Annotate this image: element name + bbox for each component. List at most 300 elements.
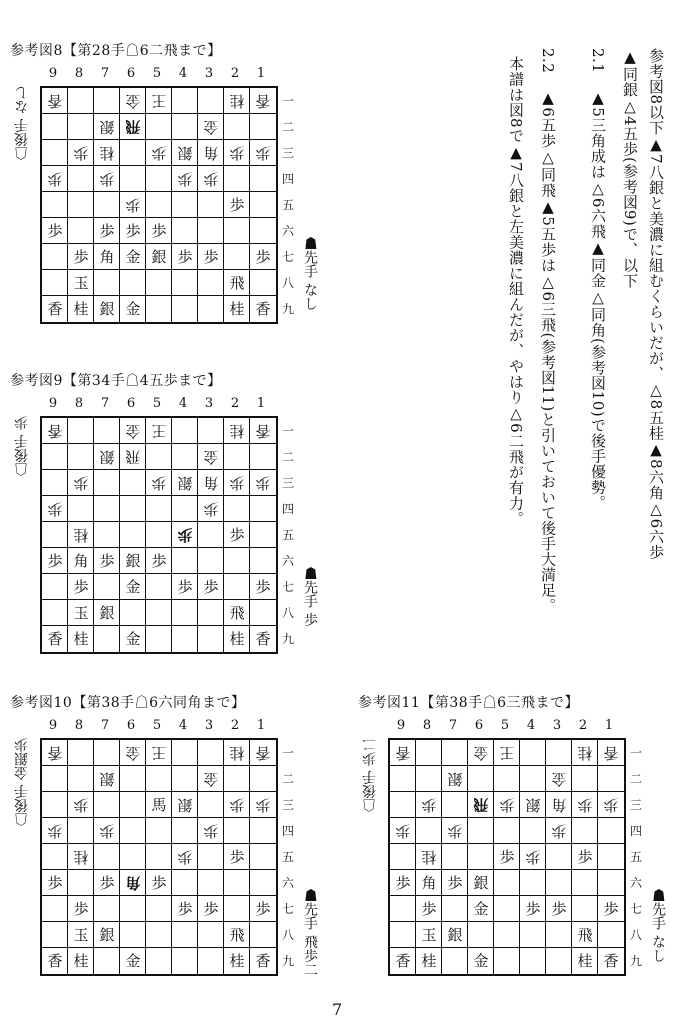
board-square	[250, 870, 276, 896]
column-label: 2	[230, 396, 240, 411]
board-square	[416, 818, 442, 844]
board-square	[146, 166, 172, 192]
board-square	[94, 270, 120, 296]
board-square	[572, 818, 598, 844]
board-square	[94, 418, 120, 444]
shogi-piece: 銀	[177, 144, 193, 162]
board-square	[94, 792, 120, 818]
board-square	[572, 766, 598, 792]
board-square	[146, 818, 172, 844]
row-label: 四	[281, 172, 294, 186]
shogi-piece: 桂	[229, 744, 245, 762]
row-label: 九	[281, 632, 294, 646]
shogi-piece: 銀	[99, 770, 115, 788]
shogi-piece: 飛	[473, 796, 489, 814]
row-label: 四	[281, 502, 294, 516]
shogi-piece: 桂	[229, 92, 245, 110]
board-square	[494, 766, 520, 792]
diagram-caption: 参考図8【第28手☖6二飛まで】	[10, 43, 222, 59]
row-label: 三	[629, 798, 642, 812]
board-square	[224, 114, 250, 140]
shogi-piece: 歩	[73, 474, 89, 492]
shogi-piece: 飛	[229, 274, 245, 292]
board-square	[94, 740, 120, 766]
board-square	[120, 844, 146, 870]
board-square	[598, 922, 624, 948]
column-label: 5	[152, 718, 162, 733]
shogi-piece: 歩	[99, 822, 115, 840]
shogi-piece: 桂	[73, 848, 89, 866]
column-label: 4	[526, 718, 536, 733]
shogi-piece: 銀	[447, 770, 463, 788]
shogi-piece: 銀	[99, 448, 115, 466]
shogi-piece: 香	[603, 744, 619, 762]
board-square	[250, 766, 276, 792]
board-square	[250, 818, 276, 844]
gote-hand: ☖後手 なし	[14, 86, 30, 161]
shogi-piece: 香	[255, 422, 271, 440]
column-label: 8	[74, 718, 84, 733]
row-label: 一	[629, 746, 642, 760]
board-square	[468, 818, 494, 844]
shogi-piece: 歩	[255, 796, 271, 814]
board-square	[468, 922, 494, 948]
board-square	[120, 818, 146, 844]
shogi-piece: 飛	[577, 926, 593, 944]
board-square	[42, 766, 68, 792]
row-label: 五	[629, 850, 642, 864]
row-label: 七	[281, 250, 294, 264]
board-square	[94, 192, 120, 218]
board-square	[572, 870, 598, 896]
shogi-piece: 歩	[577, 796, 593, 814]
shogi-piece: 歩	[151, 474, 167, 492]
board-square	[94, 948, 120, 974]
shogi-piece: 歩	[499, 848, 515, 866]
board-square	[598, 844, 624, 870]
shogi-piece: 金	[125, 248, 141, 266]
page-number: 7	[332, 1000, 343, 1019]
shogi-piece: 銀	[447, 926, 463, 944]
shogi-piece: 歩	[151, 552, 167, 570]
board-square	[198, 296, 224, 322]
shogi-piece: 角	[203, 474, 219, 492]
shogi-piece: 歩	[229, 848, 245, 866]
shogi-piece: 銀	[177, 474, 193, 492]
board-square	[250, 166, 276, 192]
board-square	[146, 922, 172, 948]
column-label: 2	[230, 718, 240, 733]
row-label: 八	[629, 928, 642, 942]
board-square	[494, 896, 520, 922]
column-label: 3	[204, 396, 214, 411]
shogi-piece: 歩	[177, 170, 193, 188]
shogi-piece: 銀	[99, 300, 115, 318]
column-label: 8	[74, 66, 84, 81]
board-square	[42, 922, 68, 948]
shogi-piece: 歩	[99, 222, 115, 240]
board-square	[146, 296, 172, 322]
board-square	[68, 496, 94, 522]
board-square	[546, 870, 572, 896]
shogi-piece: 香	[47, 422, 63, 440]
board-square	[120, 522, 146, 548]
shogi-piece: 香	[47, 630, 63, 648]
column-label: 1	[256, 718, 266, 733]
column-label: 9	[48, 718, 58, 733]
shogi-piece: 銀	[473, 874, 489, 892]
board-square	[416, 740, 442, 766]
row-label: 四	[629, 824, 642, 838]
shogi-piece: 飛	[229, 604, 245, 622]
gote-hand: ☖後手 歩二	[362, 738, 378, 813]
board-square	[94, 896, 120, 922]
board-square	[224, 244, 250, 270]
board-square	[198, 740, 224, 766]
board-square	[68, 740, 94, 766]
shogi-piece: 歩	[177, 526, 193, 544]
board-square	[146, 766, 172, 792]
sente-hand: ☗先手 歩	[302, 566, 318, 627]
board-square	[224, 218, 250, 244]
board-square	[146, 574, 172, 600]
shogi-piece: 角	[203, 144, 219, 162]
shogi-piece: 歩	[525, 900, 541, 918]
shogi-piece: 銀	[525, 796, 541, 814]
shogi-piece: 金	[125, 300, 141, 318]
column-label: 6	[126, 66, 136, 81]
shogi-piece: 歩	[229, 196, 245, 214]
shogi-piece: 歩	[99, 170, 115, 188]
board-square	[250, 600, 276, 626]
board-square	[172, 922, 198, 948]
text-line-1: 参考図8以下▲7八銀と美濃に組むくらいだが、△8五桂▲8六角△6六歩	[647, 48, 665, 560]
board-square	[546, 922, 572, 948]
board-square	[172, 818, 198, 844]
shogi-piece: 角	[125, 874, 141, 892]
board-square	[494, 948, 520, 974]
shogi-piece: 歩	[47, 500, 63, 518]
board-square	[172, 626, 198, 652]
board-square	[198, 418, 224, 444]
shogi-piece: 歩	[395, 822, 411, 840]
shogi-piece: 香	[395, 744, 411, 762]
shogi-piece: 香	[255, 744, 271, 762]
text-line-3: 2.1 ▲5三角成は△6六飛▲同金△同角(参考図10)で後手優勢。	[589, 48, 607, 511]
shogi-piece: 金	[125, 92, 141, 110]
column-label: 1	[256, 396, 266, 411]
board-square	[42, 844, 68, 870]
shogi-piece: 歩	[499, 796, 515, 814]
board-square	[198, 218, 224, 244]
column-label: 2	[578, 718, 588, 733]
shogi-piece: 金	[473, 952, 489, 970]
board-square	[120, 896, 146, 922]
row-label: 一	[281, 94, 294, 108]
board-square	[390, 844, 416, 870]
shogi-piece: 金	[203, 770, 219, 788]
sente-hand: ☗先手 なし	[302, 236, 318, 311]
sente-hand: ☗先手 飛歩二	[302, 888, 318, 977]
board-square	[68, 766, 94, 792]
shogi-piece: 歩	[255, 474, 271, 492]
row-label: 九	[281, 302, 294, 316]
board-square	[120, 600, 146, 626]
shogi-piece: 香	[255, 952, 271, 970]
shogi-piece: 歩	[47, 822, 63, 840]
board-square	[146, 192, 172, 218]
shogi-piece: 歩	[603, 900, 619, 918]
board-square	[520, 870, 546, 896]
board-square	[546, 740, 572, 766]
board-square	[390, 792, 416, 818]
column-label: 3	[204, 718, 214, 733]
board-square	[94, 626, 120, 652]
board-square	[42, 522, 68, 548]
shogi-piece: 香	[255, 300, 271, 318]
shogi-piece: 金	[551, 770, 567, 788]
row-label: 七	[281, 580, 294, 594]
column-label: 6	[126, 718, 136, 733]
column-label: 7	[100, 396, 110, 411]
board-square	[198, 870, 224, 896]
board-square	[198, 548, 224, 574]
board-square	[172, 296, 198, 322]
board-square	[94, 574, 120, 600]
board-square	[546, 844, 572, 870]
shogi-piece: 王	[151, 92, 167, 110]
board-square	[520, 818, 546, 844]
board-square	[442, 844, 468, 870]
shogi-piece: 銀	[99, 604, 115, 622]
row-label: 二	[281, 772, 294, 786]
text-line-4: 2.2 ▲6五歩△同飛▲5五歩は△6三飛(参考図11)と引いておいて後手大満足。	[539, 48, 557, 614]
board-square	[68, 218, 94, 244]
diagram-caption: 参考図9【第34手☖4五歩まで】	[10, 373, 222, 389]
board-square	[442, 740, 468, 766]
column-label: 5	[500, 718, 510, 733]
board-square	[94, 496, 120, 522]
shogi-piece: 玉	[73, 926, 89, 944]
shogi-piece: 歩	[229, 796, 245, 814]
board-square	[120, 166, 146, 192]
board-square	[250, 218, 276, 244]
shogi-piece: 銀	[151, 248, 167, 266]
board-square	[68, 88, 94, 114]
row-label: 一	[281, 746, 294, 760]
board-square	[494, 922, 520, 948]
sente-hand: ☗先手 なし	[650, 888, 666, 963]
shogi-piece: 歩	[151, 874, 167, 892]
column-label: 3	[204, 66, 214, 81]
column-label: 3	[552, 718, 562, 733]
shogi-piece: 銀	[125, 552, 141, 570]
board-square	[42, 470, 68, 496]
board-square	[390, 896, 416, 922]
shogi-piece: 金	[125, 422, 141, 440]
column-label: 4	[178, 718, 188, 733]
board-square	[198, 922, 224, 948]
shogi-piece: 香	[255, 92, 271, 110]
board-square	[494, 870, 520, 896]
board-square	[224, 444, 250, 470]
board-square	[172, 114, 198, 140]
shogi-piece: 歩	[447, 874, 463, 892]
shogi-piece: 桂	[229, 630, 245, 648]
shogi-piece: 歩	[203, 822, 219, 840]
shogi-piece: 馬	[151, 796, 167, 814]
board-square	[250, 114, 276, 140]
shogi-piece: 金	[125, 630, 141, 648]
shogi-piece: 歩	[73, 248, 89, 266]
shogi-piece: 金	[125, 952, 141, 970]
shogi-piece: 歩	[229, 474, 245, 492]
board-square	[250, 522, 276, 548]
board-square	[120, 470, 146, 496]
board-square	[572, 896, 598, 922]
shogi-piece: 歩	[125, 222, 141, 240]
board-square	[172, 88, 198, 114]
board-square	[442, 948, 468, 974]
board-square	[94, 522, 120, 548]
board-square	[146, 114, 172, 140]
board-square	[42, 896, 68, 922]
board-square	[42, 140, 68, 166]
row-label: 六	[629, 876, 642, 890]
shogi-piece: 王	[151, 422, 167, 440]
board-square	[172, 496, 198, 522]
board-square	[520, 948, 546, 974]
row-label: 八	[281, 276, 294, 290]
shogi-board	[40, 738, 278, 976]
column-label: 7	[100, 66, 110, 81]
shogi-piece: 歩	[395, 874, 411, 892]
shogi-piece: 王	[499, 744, 515, 762]
row-label: 五	[281, 850, 294, 864]
row-label: 八	[281, 928, 294, 942]
board-square	[442, 792, 468, 818]
row-label: 六	[281, 876, 294, 890]
shogi-piece: 歩	[255, 578, 271, 596]
shogi-piece: 歩	[525, 848, 541, 866]
board-square	[172, 870, 198, 896]
shogi-piece: 角	[99, 248, 115, 266]
row-label: 三	[281, 798, 294, 812]
board-square	[198, 600, 224, 626]
board-square	[598, 766, 624, 792]
board-square	[224, 574, 250, 600]
board-square	[468, 766, 494, 792]
board-square	[146, 496, 172, 522]
shogi-piece: 桂	[73, 526, 89, 544]
shogi-piece: 桂	[421, 848, 437, 866]
text-line-2: ▲同銀△4五歩(参考図9)で、以下	[621, 48, 639, 289]
shogi-piece: 歩	[203, 900, 219, 918]
board-square	[416, 766, 442, 792]
row-label: 九	[281, 954, 294, 968]
shogi-piece: 銀	[99, 926, 115, 944]
shogi-piece: 桂	[73, 630, 89, 648]
row-label: 一	[281, 424, 294, 438]
row-label: 九	[629, 954, 642, 968]
shogi-piece: 歩	[47, 222, 63, 240]
shogi-piece: 玉	[421, 926, 437, 944]
board-square	[250, 548, 276, 574]
shogi-piece: 香	[395, 952, 411, 970]
shogi-piece: 歩	[577, 848, 593, 866]
board-square	[120, 496, 146, 522]
column-label: 7	[100, 718, 110, 733]
shogi-piece: 歩	[255, 144, 271, 162]
board-square	[468, 844, 494, 870]
board-square	[546, 948, 572, 974]
board-square	[94, 470, 120, 496]
shogi-piece: 歩	[447, 822, 463, 840]
column-label: 9	[396, 718, 406, 733]
board-square	[390, 922, 416, 948]
board-square	[120, 922, 146, 948]
shogi-piece: 桂	[229, 300, 245, 318]
board-square	[42, 114, 68, 140]
shogi-piece: 金	[203, 448, 219, 466]
shogi-piece: 玉	[73, 604, 89, 622]
board-square	[42, 444, 68, 470]
board-square	[172, 548, 198, 574]
shogi-piece: 角	[421, 874, 437, 892]
column-label: 2	[230, 66, 240, 81]
shogi-piece: 歩	[73, 796, 89, 814]
shogi-piece: 香	[47, 300, 63, 318]
shogi-piece: 玉	[73, 274, 89, 292]
shogi-board	[40, 86, 278, 324]
row-label: 五	[281, 198, 294, 212]
board-square	[42, 792, 68, 818]
shogi-piece: 香	[255, 630, 271, 648]
shogi-piece: 歩	[603, 796, 619, 814]
shogi-piece: 歩	[99, 874, 115, 892]
board-square	[146, 948, 172, 974]
board-square	[172, 218, 198, 244]
board-square	[224, 548, 250, 574]
column-label: 1	[604, 718, 614, 733]
shogi-piece: 桂	[229, 422, 245, 440]
board-square	[198, 792, 224, 818]
board-square	[520, 922, 546, 948]
shogi-piece: 歩	[177, 900, 193, 918]
board-square	[198, 948, 224, 974]
board-square	[42, 244, 68, 270]
shogi-piece: 桂	[577, 952, 593, 970]
board-square	[224, 496, 250, 522]
diagram-caption: 参考図10【第38手☖6六同角まで】	[10, 695, 246, 711]
board-square	[250, 922, 276, 948]
row-label: 六	[281, 224, 294, 238]
row-label: 三	[281, 476, 294, 490]
column-label: 4	[178, 396, 188, 411]
board-square	[68, 166, 94, 192]
shogi-piece: 歩	[47, 874, 63, 892]
shogi-piece: 香	[47, 92, 63, 110]
board-square	[198, 270, 224, 296]
row-label: 三	[281, 146, 294, 160]
board-square	[68, 818, 94, 844]
board-square	[94, 88, 120, 114]
shogi-piece: 桂	[229, 952, 245, 970]
shogi-piece: 角	[551, 796, 567, 814]
shogi-piece: 歩	[229, 526, 245, 544]
board-square	[42, 270, 68, 296]
board-square	[146, 270, 172, 296]
